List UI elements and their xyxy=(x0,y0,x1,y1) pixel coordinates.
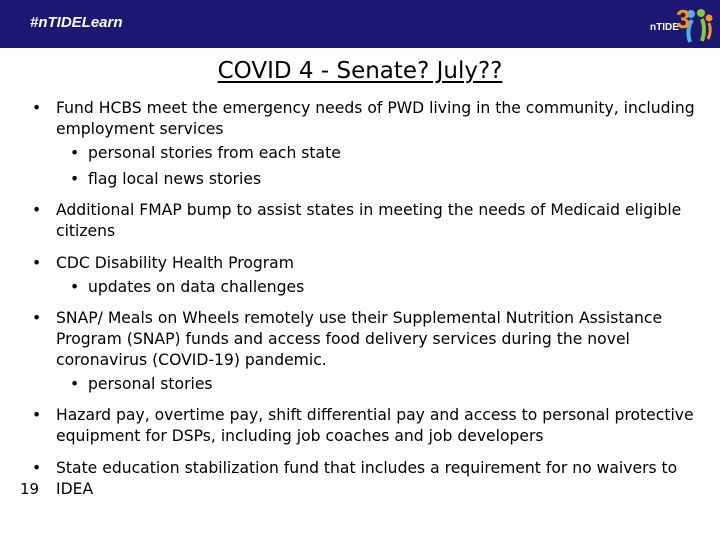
bullet-item: • State education stabilization fund that includes a requirement for no waivers to IDEA xyxy=(32,458,712,500)
bullet-item: • Fund HCBS meet the emergency needs of PWD living in the community, including employment services xyxy=(32,98,712,140)
bullet-item: • CDC Disability Health Program xyxy=(32,253,712,274)
bullet-group-4 xyxy=(32,308,712,397)
bullet-group-5 xyxy=(32,405,712,447)
logo-text: nTIDE xyxy=(650,22,679,33)
hashtag-label: #nTIDELearn xyxy=(30,14,123,31)
ntide-logo xyxy=(646,4,716,46)
logo-number: 3 xyxy=(676,4,691,34)
bullet-group-2 xyxy=(32,200,712,242)
bullet-item: • Additional FMAP bump to assist states in meeting the needs of Medicaid eligible citizens xyxy=(32,200,712,242)
header-bar xyxy=(0,0,720,48)
bullet-group-3 xyxy=(32,253,712,300)
sub-bullet-item: • updates on data challenges xyxy=(32,274,712,300)
bullet-item: • Hazard pay, overtime pay, shift differential pay and access to personal protective equipment for DSPs, including job coaches and job developers xyxy=(32,405,712,447)
sub-bullet-item: • personal stories xyxy=(32,371,712,397)
sub-bullet-item: • flag local news stories xyxy=(32,166,712,192)
bullet-list xyxy=(32,98,712,500)
slide-number: 19 xyxy=(20,480,40,498)
bullet-item: • SNAP/ Meals on Wheels remotely use their Supplemental Nutrition Assistance Program (SNAP) funds and access food delivery services during the novel coronavirus (COVID-19) pandemic. xyxy=(32,308,712,371)
bullet-group-6 xyxy=(32,458,712,500)
bullet-group-1 xyxy=(32,98,712,192)
slide-title: COVID 4 - Senate? July?? xyxy=(217,58,503,84)
sub-bullet-item: • personal stories from each state xyxy=(32,140,712,166)
